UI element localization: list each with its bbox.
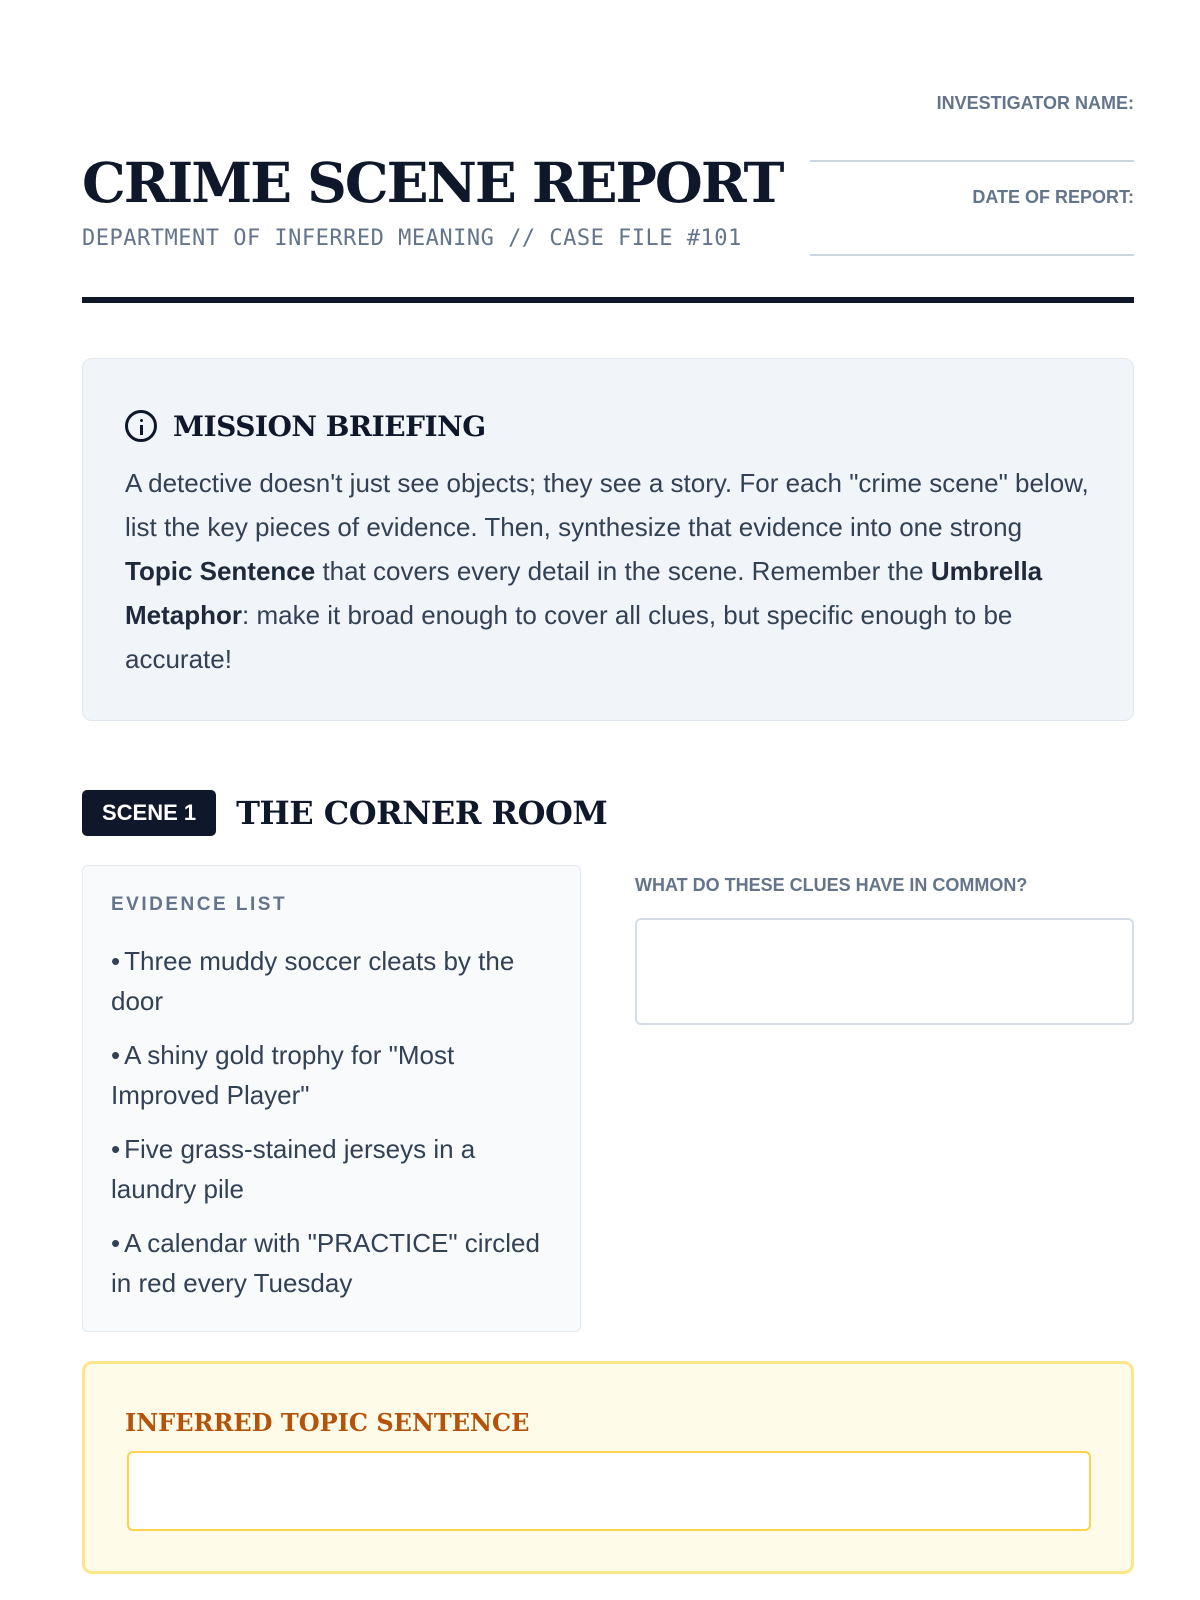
scene-heading xyxy=(82,790,607,836)
inferred-topic-panel xyxy=(82,1361,1134,1574)
common-clues-label: WHAT DO THESE CLUES HAVE IN COMMON? xyxy=(635,875,1028,895)
mission-briefing xyxy=(82,358,1134,721)
header-divider xyxy=(82,297,1134,303)
info-icon xyxy=(125,410,157,442)
evidence-item: • A calendar with "PRACTICE" circled in red every Tuesday xyxy=(111,1228,540,1298)
briefing-heading xyxy=(125,406,486,446)
briefing-title: MISSION BRIEFING xyxy=(173,409,486,443)
evidence-item: • A shiny gold trophy for "Most Improved Player" xyxy=(111,1040,455,1110)
common-clues-input[interactable] xyxy=(635,918,1134,1025)
date-of-report-label: DATE OF REPORT: xyxy=(972,187,1134,207)
evidence-item: • Five grass-stained jerseys in a laundry pile xyxy=(111,1134,476,1204)
briefing-text: A detective doesn't just see objects; they see a story. For each "crime scene" below, list the key pieces of evidence. Then, synthesize that evidence into one strong Topic Sentence that covers every detail in the scene. Remember the Umbrella Metaphor: make it broad enough to cover all clues, but specific enough to be accurate! xyxy=(125,468,1089,674)
report-header xyxy=(82,0,1134,305)
inferred-topic-input[interactable] xyxy=(127,1451,1091,1531)
evidence-list xyxy=(111,941,551,1317)
page-title: CRIME SCENE REPORT xyxy=(82,150,783,215)
evidence-item: • Three muddy soccer cleats by the door xyxy=(111,946,515,1016)
evidence-list-label: EVIDENCE LIST xyxy=(111,894,288,915)
evidence-panel xyxy=(82,865,581,1332)
investigator-name-field[interactable] xyxy=(810,160,1134,162)
worksheet-page xyxy=(82,0,1134,1600)
scene-badge: SCENE 1 xyxy=(82,790,216,836)
date-of-report-field[interactable] xyxy=(810,254,1134,256)
page-subtitle: DEPARTMENT OF INFERRED MEANING // CASE FILE #101 xyxy=(82,226,742,251)
scene-title: THE CORNER ROOM xyxy=(236,794,608,832)
umbrella-metaphor-term: Umbrella Metaphor xyxy=(125,556,1043,630)
topic-sentence-term: Topic Sentence xyxy=(125,556,316,586)
inferred-topic-label: INFERRED TOPIC SENTENCE xyxy=(125,1408,530,1437)
investigator-name-label: INVESTIGATOR NAME: xyxy=(936,93,1134,113)
